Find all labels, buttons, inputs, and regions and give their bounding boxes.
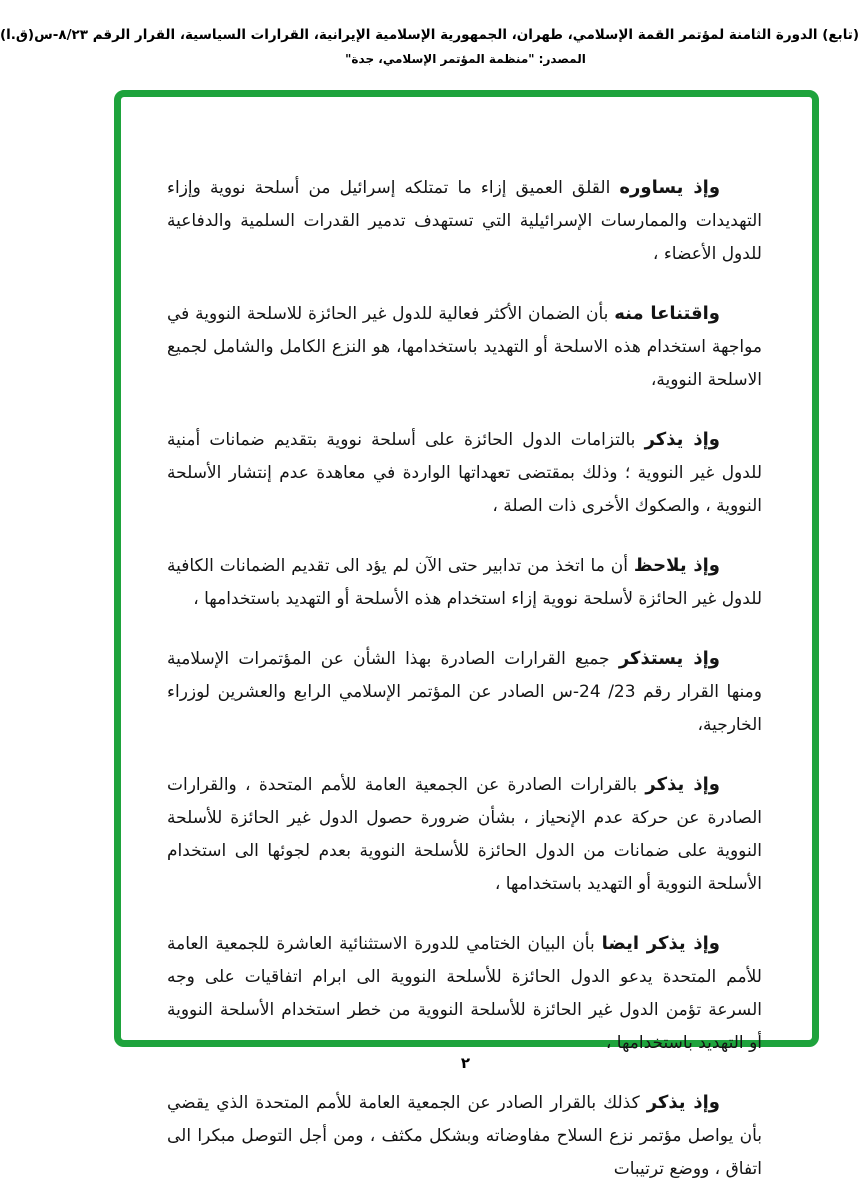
resolution-text bbox=[121, 97, 812, 1186]
paragraph-body: كذلك بالقرار الصادر عن الجمعية العامة للأمم المتحدة الذي يقضي بأن يواصل مؤتمر نزع السلاح مفاوضاته وبشكل مكثف ، ومن أجل التوصل مبكرا الى اتفاق ، ووضع ترتيبات bbox=[167, 1093, 762, 1179]
header-source-line: المصدر: "منظمة المؤتمر الإسلامي، جدة" bbox=[345, 52, 586, 66]
paragraph-lead: وإذ يذكر ايضا bbox=[601, 933, 720, 954]
paragraph-lead: وإذ يذكر bbox=[646, 1092, 720, 1113]
paragraph-lead: وإذ يذكر bbox=[644, 429, 720, 450]
green-border-frame bbox=[114, 90, 819, 1179]
paragraph bbox=[167, 642, 762, 742]
paragraph-body: أن ما اتخذ من تدابير حتى الآن لم يؤد الى تقديم الضمانات الكافية للدول غير الحائزة لأسلحة نووية إزاء استخدام هذه الأسلحة أو التهديد باستخدامها ، bbox=[167, 556, 762, 609]
paragraph bbox=[167, 927, 762, 1060]
paragraph bbox=[167, 768, 762, 901]
page-number: ٢ bbox=[460, 1054, 471, 1072]
paragraph-body: بالقرارات الصادرة عن الجمعية العامة للأمم المتحدة ، والقرارات الصادرة عن حركة عدم الإنحياز ، بشأن ضرورة حصول الدول غير الحائزة للأسلحة النووية على ضمانات من الدول الحائزة للأسلحة النووية بعدم لجوئها الى استخدام الأسلحة النووية أو التهديد باستخدامها ، bbox=[167, 775, 762, 894]
paragraph-lead: وإذ يساوره bbox=[619, 177, 721, 198]
paragraph bbox=[167, 171, 762, 271]
paragraph-lead: واقتناعا منه bbox=[614, 303, 720, 324]
paragraph-body: بأن البيان الختامي للدورة الاستثنائية العاشرة للجمعية العامة للأمم المتحدة يدعو الدول الحائزة للأسلحة النووية الى ابرام اتفاقيات على وجه السرعة تؤمن الدول غير الحائزة للأسلحة النووية من خطر استخدام الأسلحة النووية أو التهديد باستخدامها ، bbox=[167, 934, 762, 1053]
paragraph bbox=[167, 297, 762, 397]
paragraph-lead: وإذ يذكر bbox=[645, 774, 720, 795]
paragraph-body: بالتزامات الدول الحائزة على أسلحة نووية بتقديم ضمانات أمنية للدول غير النووية ؛ وذلك بمقتضى تعهداتها الواردة في معاهدة عدم إنتشار الأسلحة النووية ، والصكوك الأخرى ذات الصلة ، bbox=[167, 430, 762, 516]
document-header bbox=[0, 27, 859, 66]
paragraph-body: القلق العميق إزاء ما تمتلكه إسرائيل من أسلحة نووية وإزاء التهديدات والممارسات الإسرائيلية التي تستهدف تدمير القدرات السلمية والدفاعية للدول الأعضاء ، bbox=[167, 178, 762, 264]
header-title-line: (تابع) الدورة الثامنة لمؤتمر القمة الإسلامي، طهران، الجمهورية الإسلامية الإيرانية، القرارات السياسية، القرار الرقم ٨/٢٣-س(ق.ا) bbox=[0, 27, 859, 43]
paragraph-body: بأن الضمان الأكثر فعالية للدول غير الحائزة للاسلحة النووية في مواجهة استخدام هذه الاسلحة أو التهديد باستخدامها، هو النزع الكامل والشامل لجميع الاسلحة النووية، bbox=[167, 304, 762, 390]
paragraph bbox=[167, 549, 762, 616]
paragraph-body: جميع القرارات الصادرة بهذا الشأن عن المؤتمرات الإسلامية ومنها القرار رقم 23/ 24-س الصادر عن المؤتمر الإسلامي الرابع والعشرين لوزراء الخارجية، bbox=[167, 649, 762, 735]
paragraph bbox=[167, 423, 762, 523]
paragraph-lead: وإذ يلاحظ bbox=[633, 555, 720, 576]
paragraph-lead: وإذ يستذكر bbox=[618, 648, 720, 669]
paragraph bbox=[167, 1086, 762, 1186]
